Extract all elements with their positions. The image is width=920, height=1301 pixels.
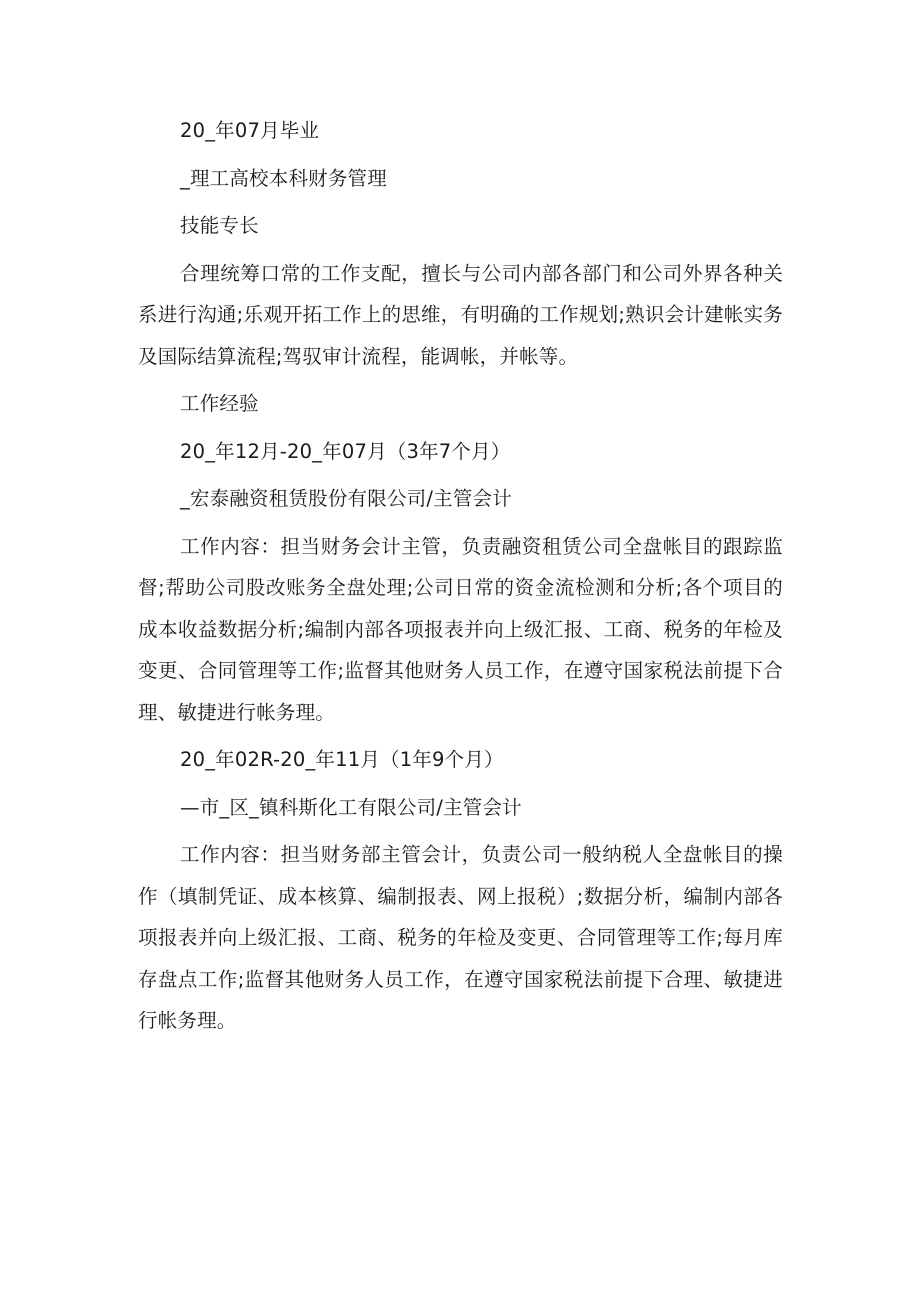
job-1-company: _宏泰融资租赁股份有限公司/主管会计 — [180, 487, 512, 510]
graduation-date: 20_年07月毕业 — [180, 119, 320, 142]
job-1-period: 20_年12月-20_年07月（3年7个月） — [180, 439, 511, 463]
education-major: _理工高校本科财务管理 — [180, 166, 387, 190]
section-heading-experience: 工作经验 — [180, 392, 259, 415]
job-2-company: —市_区_镇科斯化工有限公司/主管会计 — [180, 795, 522, 819]
job-2-description: 工作内容：担当财务部主管会计，负责公司一般纳税人全盘帐目的操作（填制凭证、成本核算、编制报表、网上报税）;数据分析，编制内部各项报表并向上级汇报、工商、税务的年检及变更、合同管理等工作;每月库存盘点工作;监督其他财务人员工作，在遵守国家税法前提下合理、敏捷进行帐务理。 — [138, 843, 783, 1032]
job-1-description: 工作内容：担当财务会计主管，负责融资租赁公司全盘帐目的跟踪监督;帮助公司股改账务全盘处理;公司日常的资金流检测和分析;各个项目的成本收益数据分析;编制内部各项报表并向上级汇报、工商、税务的年检及变更、合同管理等工作;监督其他财务人员工作，在遵守国家税法前提下合理、敏捷进行帐务理。 — [138, 534, 783, 724]
job-2-period: 20_年02R-20_年11月（1年9个月） — [180, 748, 504, 771]
skills-description: 合理统筹口常的工作支配，擅长与公司内部各部门和公司外界各种关系进行沟通;乐观开拓工作上的思维，有明确的工作规划;熟识会计建帐实务及国际结算流程;驾驭审计流程，能调帐，并帐等。 — [138, 261, 783, 368]
section-heading-skills: 技能专长 — [180, 214, 259, 237]
document-body — [138, 110, 783, 1042]
